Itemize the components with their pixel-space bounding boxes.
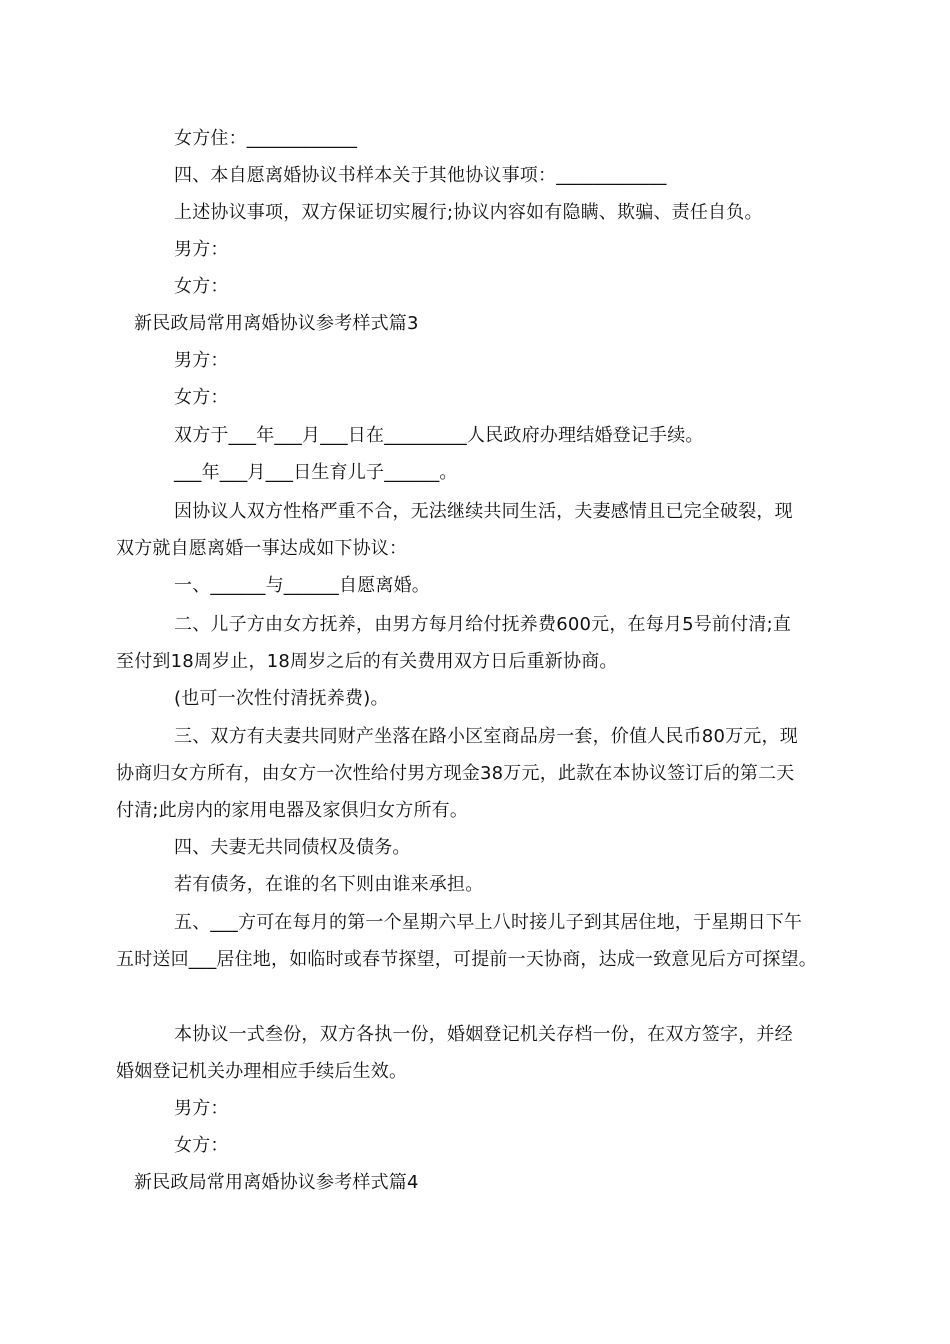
effect-paragraph-line-1: 本协议一式叁份，双方各执一份，婚姻登记机关存档一份，在双方签字，并经 [174,1024,793,1045]
reason-paragraph-line-1: 因协议人双方性格严重不合，无法继续共同生活，夫妻感情且已完全破裂，现 [174,501,793,522]
clause-5-line-2: 五时送回___居住地，如临时或春节探望，可提前一天协商，达成一致意见后方可探望。 [116,949,817,970]
male-signature-label-2: 男方： [174,1098,229,1119]
clause-5-line-1: 五、___方可在每月的第一个星期六早上八时接儿子到其居住地，于星期日下午 [174,912,803,933]
clause-3-line-2: 协商归女方所有，由女方一次性给付男方现金38万元，此款在本协议签订后的第二天 [116,763,795,784]
clause-3-line-1: 三、双方有夫妻共同财产坐落在路小区室商品房一套，价值人民币80万元，现 [174,726,798,747]
female-residence-line: 女方住：____________ [174,128,358,149]
debt-note: 若有债务，在谁的名下则由谁来承担。 [174,874,484,895]
reason-paragraph-line-2: 双方就自愿离婚一事达成如下协议： [116,538,408,559]
clause-2-note: (也可一次性付清抚养费)。 [174,688,389,709]
male-signature-label: 男方： [174,239,229,260]
female-signature-label-2: 女方： [174,1135,229,1156]
female-party-label: 女方： [174,387,229,408]
other-matters-clause: 四、本自愿离婚协议书样本关于其他协议事项：____________ [174,165,667,186]
clause-2-line-1: 二、儿子方由女方抚养，由男方每月给付抚养费600元，在每月5号前付清;直 [174,614,792,635]
section-heading-3: 新民政局常用离婚协议参考样式篇3 [134,313,419,334]
performance-guarantee-text: 上述协议事项，双方保证切实履行;协议内容如有隐瞒、欺骗、责任自负。 [174,202,763,223]
clause-1: 一、______与______自愿离婚。 [174,575,430,596]
female-signature-label: 女方： [174,276,229,297]
clause-4: 四、夫妻无共同债权及债务。 [174,837,411,858]
child-birth-text: ___年___月___日生育儿子______。 [174,462,458,483]
effect-paragraph-line-2: 婚姻登记机关办理相应手续后生效。 [116,1061,408,1082]
male-party-label: 男方： [174,350,229,371]
clause-3-line-3: 付清;此房内的家用电器及家俱归女方所有。 [116,800,469,821]
clause-2-line-2: 至付到18周岁止，18周岁之后的有关费用双方日后重新协商。 [116,651,618,672]
marriage-registration-text: 双方于___年___月___日在_________人民政府办理结婚登记手续。 [174,425,704,446]
section-heading-4: 新民政局常用离婚协议参考样式篇4 [134,1172,419,1193]
